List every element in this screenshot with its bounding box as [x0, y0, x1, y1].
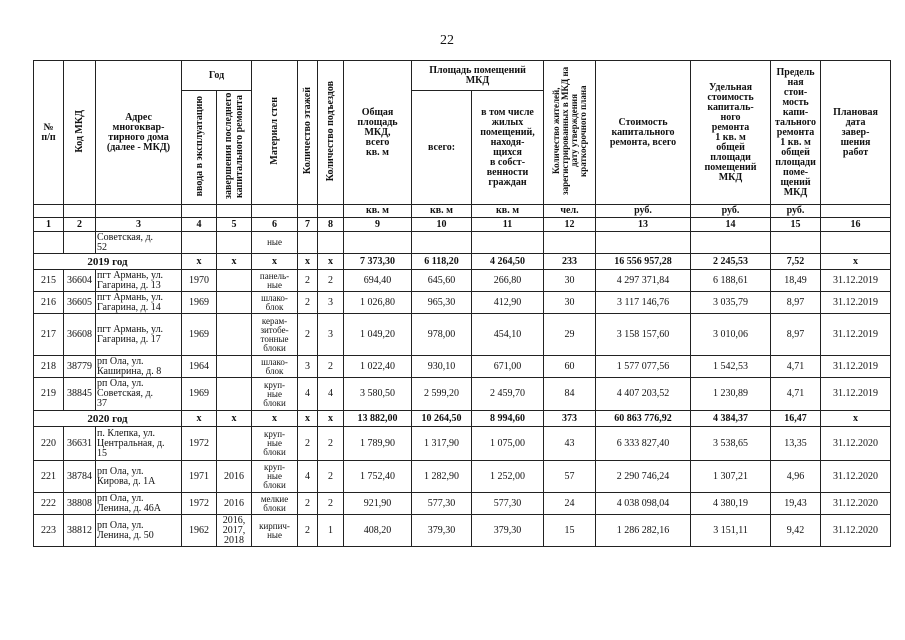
table-cell: 1971: [182, 461, 217, 493]
table-row: [34, 378, 891, 411]
table-cell: 577,30: [412, 493, 472, 515]
year-total-cell: 7 373,30: [344, 254, 412, 270]
table-cell: шлако- блок: [252, 292, 298, 314]
table-cell: 2: [298, 427, 318, 461]
table-cell: 2 459,70: [472, 378, 544, 411]
table-cell: рп Ола, ул. Ленина, д. 46А: [96, 493, 182, 515]
table-cell: 31.12.2020: [821, 493, 891, 515]
table-cell: 2: [298, 493, 318, 515]
table-cell: 1 282,90: [412, 461, 472, 493]
column-number: 15: [771, 218, 821, 232]
column-numbers-row: [34, 218, 891, 232]
table-cell: 454,10: [472, 314, 544, 356]
table-cell: 671,00: [472, 356, 544, 378]
table-cell: 1 252,00: [472, 461, 544, 493]
year-total-cell: х: [252, 254, 298, 270]
table-cell: 1 752,40: [344, 461, 412, 493]
table-cell: п. Клепка, ул. Центральная, д. 15: [96, 427, 182, 461]
table-cell: 1 026,80: [344, 292, 412, 314]
table-cell: 3 151,11: [691, 515, 771, 547]
table-cell: 6 333 827,40: [596, 427, 691, 461]
header-area-living: в том числе жилых помещений, находя- щихся в собст- венности граждан: [472, 91, 544, 205]
table-cell: 218: [34, 356, 64, 378]
header-entrances: Количество подъездов: [318, 61, 344, 205]
table-cell: 4,71: [771, 356, 821, 378]
table-cell: [217, 378, 252, 411]
table-cell: 266,80: [472, 270, 544, 292]
table-cell: 36608: [64, 314, 96, 356]
table-cell: рп Ола, ул. Ленина, д. 50: [96, 515, 182, 547]
table-cell: 1: [318, 515, 344, 547]
table-cell: 216: [34, 292, 64, 314]
year-total-cell: 233: [544, 254, 596, 270]
table-cell: 2: [318, 493, 344, 515]
table-cell: 4: [298, 461, 318, 493]
table-cell: круп- ные блоки: [252, 461, 298, 493]
table-cell: 57: [544, 461, 596, 493]
table-cell: кирпич- ные: [252, 515, 298, 547]
year-total-cell: 373: [544, 411, 596, 427]
year-total-cell: 10 264,50: [412, 411, 472, 427]
header-year-last-repair: завершения последнего капитального ремонта: [217, 91, 252, 205]
table-cell: 36631: [64, 427, 96, 461]
year-total-cell: х: [318, 411, 344, 427]
column-number: 5: [217, 218, 252, 232]
table-cell: [217, 427, 252, 461]
table-cell: 84: [544, 378, 596, 411]
table-cell: 2: [318, 270, 344, 292]
table-row: [34, 427, 891, 461]
table-cell: 1969: [182, 292, 217, 314]
table-cell: [217, 292, 252, 314]
table-cell: 30: [544, 270, 596, 292]
table-cell: 9,42: [771, 515, 821, 547]
column-number: 2: [64, 218, 96, 232]
table-cell: 1 230,89: [691, 378, 771, 411]
table-cell: 19,43: [771, 493, 821, 515]
table-cell: 2: [298, 515, 318, 547]
unit-max-cost: руб.: [771, 205, 821, 218]
table-cell: 31.12.2019: [821, 378, 891, 411]
table-cell: 2: [298, 292, 318, 314]
header-planned-date: Плановая дата завер- шения работ: [821, 61, 891, 205]
table-cell: пгт Армань, ул. Гагарина, д. 14: [96, 292, 182, 314]
unit-residents: чел.: [544, 205, 596, 218]
table-cell: 408,20: [344, 515, 412, 547]
table-cell: 15: [544, 515, 596, 547]
table-row: [34, 270, 891, 292]
table-cell: 2: [318, 461, 344, 493]
table-cell: 1969: [182, 314, 217, 356]
header-area-all: всего:: [412, 91, 472, 205]
table-cell: пгт Армань, ул. Гагарина, д. 13: [96, 270, 182, 292]
table-cell: 2: [298, 314, 318, 356]
year-total-cell: 4 264,50: [472, 254, 544, 270]
year-total-cell: х: [252, 411, 298, 427]
table-cell: 965,30: [412, 292, 472, 314]
table-cell: 36604: [64, 270, 96, 292]
table-cell: 221: [34, 461, 64, 493]
table-cell: 31.12.2020: [821, 427, 891, 461]
units-row: [34, 205, 891, 218]
table-cell: круп- ные блоки: [252, 378, 298, 411]
year-total-cell: 60 863 776,92: [596, 411, 691, 427]
table-cell: [217, 356, 252, 378]
year-total-cell: 2 245,53: [691, 254, 771, 270]
table-cell: 215: [34, 270, 64, 292]
carry-row: [34, 232, 891, 254]
column-number: 12: [544, 218, 596, 232]
year-total-cell: х: [298, 411, 318, 427]
table-cell: 3: [318, 314, 344, 356]
table-row: [34, 314, 891, 356]
table-cell: 978,00: [412, 314, 472, 356]
column-number: 7: [298, 218, 318, 232]
table-cell: 38845: [64, 378, 96, 411]
table-cell: 38779: [64, 356, 96, 378]
table-cell: 217: [34, 314, 64, 356]
year-total-cell: х: [318, 254, 344, 270]
table-cell: 694,40: [344, 270, 412, 292]
table-cell: 3 035,79: [691, 292, 771, 314]
column-number: 16: [821, 218, 891, 232]
table-cell: 3 158 157,60: [596, 314, 691, 356]
table-cell: 2: [298, 270, 318, 292]
column-number: 11: [472, 218, 544, 232]
table-cell: 4 380,19: [691, 493, 771, 515]
table-cell: 1972: [182, 493, 217, 515]
year-total-cell: 6 118,20: [412, 254, 472, 270]
table-cell: мелкие блоки: [252, 493, 298, 515]
table-cell: пгт Армань, ул. Гагарина, д. 17: [96, 314, 182, 356]
table-cell: 1 317,90: [412, 427, 472, 461]
year-total-cell: х: [217, 254, 252, 270]
capital-repair-table: [33, 60, 891, 547]
table-row: [34, 493, 891, 515]
table-cell: 1962: [182, 515, 217, 547]
table-cell: 1964: [182, 356, 217, 378]
column-number: 14: [691, 218, 771, 232]
unit-total-area: кв. м: [344, 205, 412, 218]
unit-repair-cost: руб.: [596, 205, 691, 218]
table-cell: 8,97: [771, 314, 821, 356]
year-total-cell: 8 994,60: [472, 411, 544, 427]
table-cell: [217, 270, 252, 292]
table-cell: 220: [34, 427, 64, 461]
table-cell: 379,30: [412, 515, 472, 547]
year-total-cell: х: [821, 411, 891, 427]
table-cell: 18,49: [771, 270, 821, 292]
column-number: 8: [318, 218, 344, 232]
column-number: 1: [34, 218, 64, 232]
year-total-cell: 7,52: [771, 254, 821, 270]
table-cell: 4,71: [771, 378, 821, 411]
unit-unit-cost: руб.: [691, 205, 771, 218]
table-cell: 31.12.2020: [821, 461, 891, 493]
column-number: 6: [252, 218, 298, 232]
year-total-row: [34, 254, 891, 270]
header-code: Код МКД: [64, 61, 96, 205]
header-num: № п/п: [34, 61, 64, 205]
year-total-row: [34, 411, 891, 427]
column-number: 13: [596, 218, 691, 232]
unit-area-all: кв. м: [412, 205, 472, 218]
table-cell: 31.12.2019: [821, 314, 891, 356]
table-cell: 31.12.2020: [821, 515, 891, 547]
header-wall-material: Материал стен: [252, 61, 298, 205]
carry-address: Советская, д. 52: [96, 232, 182, 254]
year-total-cell: 4 384,37: [691, 411, 771, 427]
unit-area-living: кв. м: [472, 205, 544, 218]
table-cell: 219: [34, 378, 64, 411]
header-year-commission: ввода в эксплуатацию: [182, 91, 217, 205]
table-cell: 8,97: [771, 292, 821, 314]
table-cell: 4 297 371,84: [596, 270, 691, 292]
table-cell: 412,90: [472, 292, 544, 314]
table-cell: [217, 314, 252, 356]
table-cell: 379,30: [472, 515, 544, 547]
table-cell: 4: [318, 378, 344, 411]
table-cell: 2: [318, 427, 344, 461]
table-cell: 222: [34, 493, 64, 515]
year-total-cell: 16,47: [771, 411, 821, 427]
year-total-label: 2020 год: [34, 411, 182, 427]
table-cell: 2016: [217, 461, 252, 493]
table-cell: 31.12.2019: [821, 356, 891, 378]
year-total-cell: 13 882,00: [344, 411, 412, 427]
table-cell: 930,10: [412, 356, 472, 378]
column-number: 3: [96, 218, 182, 232]
column-number: 4: [182, 218, 217, 232]
table-cell: 1 022,40: [344, 356, 412, 378]
table-cell: 38784: [64, 461, 96, 493]
table-cell: круп- ные блоки: [252, 427, 298, 461]
year-total-cell: х: [821, 254, 891, 270]
header-repair-cost: Стоимость капитального ремонта, всего: [596, 61, 691, 205]
table-cell: 4: [298, 378, 318, 411]
header-max-cost: Предель ная стои- мость капи- тального ремонта 1 кв. м общей площади поме- щений МКД: [771, 61, 821, 205]
table-cell: 6 188,61: [691, 270, 771, 292]
table-cell: 31.12.2019: [821, 270, 891, 292]
table-cell: 36605: [64, 292, 96, 314]
table-cell: панель- ные: [252, 270, 298, 292]
table-cell: 2016, 2017, 2018: [217, 515, 252, 547]
column-number: 10: [412, 218, 472, 232]
year-total-cell: х: [182, 411, 217, 427]
table-cell: 4 407 203,52: [596, 378, 691, 411]
table-cell: 4,96: [771, 461, 821, 493]
header-floors: Количество этажей: [298, 61, 318, 205]
header-residents: Количество жителей, зарегистрированных в МКД на дату утверждения краткосрочного плана: [544, 61, 596, 205]
table-cell: 4 038 098,04: [596, 493, 691, 515]
table-cell: 38808: [64, 493, 96, 515]
table-row: [34, 461, 891, 493]
table-cell: 1 286 282,16: [596, 515, 691, 547]
table-cell: 1969: [182, 378, 217, 411]
year-total-cell: х: [182, 254, 217, 270]
table-cell: 2: [318, 356, 344, 378]
table-cell: 1 307,21: [691, 461, 771, 493]
table-cell: керам- зитобе- тонные блоки: [252, 314, 298, 356]
table-cell: 24: [544, 493, 596, 515]
carry-material: ные: [252, 232, 298, 254]
table-cell: 3 010,06: [691, 314, 771, 356]
table-cell: 1 789,90: [344, 427, 412, 461]
table-cell: 43: [544, 427, 596, 461]
table-cell: 3 117 146,76: [596, 292, 691, 314]
table-cell: 38812: [64, 515, 96, 547]
table-row: [34, 515, 891, 547]
table-cell: 2 290 746,24: [596, 461, 691, 493]
table-cell: 3 538,65: [691, 427, 771, 461]
table-cell: 645,60: [412, 270, 472, 292]
table-cell: 30: [544, 292, 596, 314]
table-cell: шлако- блок: [252, 356, 298, 378]
table-cell: 13,35: [771, 427, 821, 461]
year-total-label: 2019 год: [34, 254, 182, 270]
table-cell: 1970: [182, 270, 217, 292]
year-total-cell: х: [217, 411, 252, 427]
table-cell: 3: [298, 356, 318, 378]
table-row: [34, 292, 891, 314]
table-cell: 2 599,20: [412, 378, 472, 411]
header-year-group: Год: [182, 61, 252, 91]
table-cell: рп Ола, ул. Кирова, д. 1А: [96, 461, 182, 493]
table-cell: 31.12.2019: [821, 292, 891, 314]
table-cell: 60: [544, 356, 596, 378]
table-cell: 29: [544, 314, 596, 356]
table-cell: 3 580,50: [344, 378, 412, 411]
table-cell: 921,90: [344, 493, 412, 515]
table-cell: 1 075,00: [472, 427, 544, 461]
year-total-cell: 16 556 957,28: [596, 254, 691, 270]
page-number: 22: [440, 33, 454, 48]
table-cell: 1 542,53: [691, 356, 771, 378]
table-cell: рп Ола, ул. Каширина, д. 8: [96, 356, 182, 378]
table-cell: 1 049,20: [344, 314, 412, 356]
year-total-cell: х: [298, 254, 318, 270]
table-cell: 2016: [217, 493, 252, 515]
table-cell: 577,30: [472, 493, 544, 515]
table-cell: 1 577 077,56: [596, 356, 691, 378]
header-address: Адрес многоквар- тирного дома (далее - МКД): [96, 61, 182, 205]
table-cell: 1972: [182, 427, 217, 461]
table-cell: рп Ола, ул. Советская, д. 37: [96, 378, 182, 411]
header-area-group: Площадь помещений МКД: [412, 61, 544, 91]
header-total-area: Общая площадь МКД, всего кв. м: [344, 61, 412, 205]
header-unit-cost: Удельная стоимость капиталь- ного ремонта 1 кв. м общей площади помещений МКД: [691, 61, 771, 205]
table-cell: 3: [318, 292, 344, 314]
table-cell: 223: [34, 515, 64, 547]
table-row: [34, 356, 891, 378]
column-number: 9: [344, 218, 412, 232]
